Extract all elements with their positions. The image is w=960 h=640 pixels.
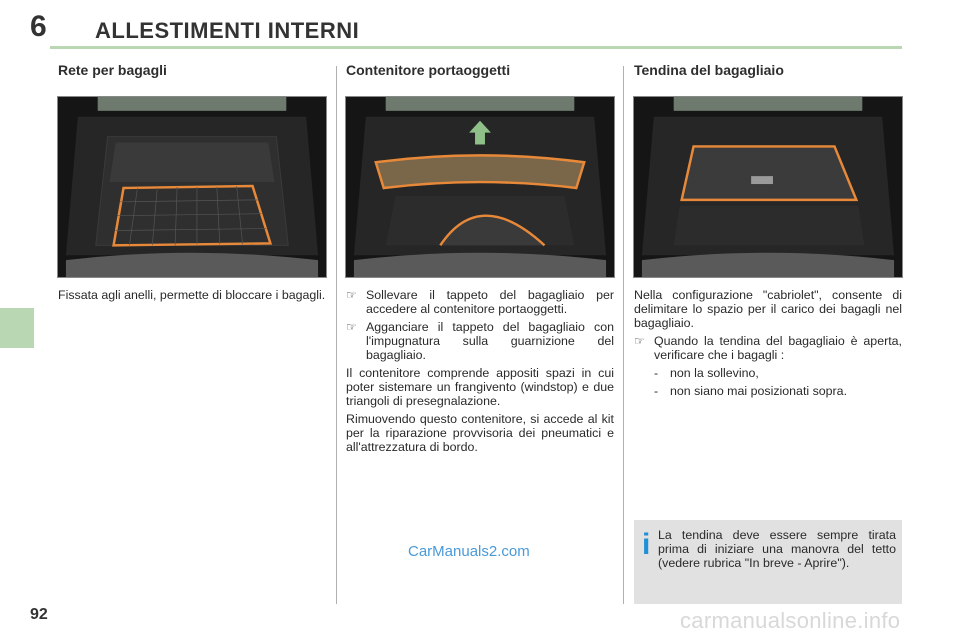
section-title-contenitore: Contenitore portaoggetti	[346, 62, 511, 78]
bullet-text: Sollevare il tappeto del bagagliaio per accedere al contenitore portaoggetti.	[366, 288, 614, 316]
paragraph: Nella configurazione "cabriolet", consente di delimitare lo spazio per il carico dei bagagli nel bagagliaio.	[634, 288, 902, 330]
dash-text: non la sollevino,	[670, 366, 759, 380]
page-number: 92	[30, 606, 48, 623]
dash-item	[634, 384, 902, 398]
dash-mark: -	[654, 366, 659, 380]
dash-item	[634, 366, 902, 380]
section-title-rete: Rete per bagagli	[58, 62, 167, 78]
paragraph: Il contenitore comprende appositi spazi in cui poter sistemare un frangivento (windstop) e due triangoli di presegnalazione.	[346, 366, 614, 408]
luggage-cover-photo	[633, 96, 903, 278]
tendina-text	[634, 288, 902, 402]
rete-description: Fissata agli anelli, permette di bloccare i bagagli.	[58, 288, 326, 302]
header-rule	[50, 46, 902, 49]
column-divider	[336, 66, 337, 604]
chapter-title: ALLESTIMENTI INTERNI	[95, 18, 360, 43]
bullet-text: Quando la tendina del bagagliaio è aperta, verificare che i bagagli :	[654, 334, 902, 362]
storage-box-photo	[345, 96, 615, 278]
info-icon: i	[642, 528, 651, 561]
info-text: La tendina deve essere sempre tirata prima di iniziare una manovra del tetto (vedere rubrica "In breve - Aprire").	[658, 528, 896, 570]
instruction-bullet	[346, 288, 614, 316]
dash-mark: -	[654, 384, 659, 398]
section-title-tendina: Tendina del bagagliaio	[634, 62, 784, 78]
column-divider	[623, 66, 624, 604]
instruction-bullet	[634, 334, 902, 362]
luggage-net-photo	[57, 96, 327, 278]
info-box	[634, 520, 902, 604]
watermark: CarManuals2.com	[408, 543, 530, 560]
paragraph: Rimuovendo questo contenitore, si accede al kit per la riparazione provvisoria dei pneumatici e all'attrezzatura di bordo.	[346, 412, 614, 454]
chapter-number: 6	[30, 10, 47, 43]
hand-pointer-icon: ☞	[634, 334, 645, 348]
hand-pointer-icon: ☞	[346, 320, 357, 334]
hand-pointer-icon: ☞	[346, 288, 357, 302]
contenitore-text	[346, 288, 614, 458]
chapter-side-tab	[0, 308, 34, 348]
footer-watermark: carmanualsonline.info	[680, 608, 901, 633]
bullet-text: Agganciare il tappeto del bagagliaio con l'impugnatura sulla guarnizione del bagagliaio.	[366, 320, 614, 362]
instruction-bullet	[346, 320, 614, 362]
dash-text: non siano mai posizionati sopra.	[670, 384, 848, 398]
